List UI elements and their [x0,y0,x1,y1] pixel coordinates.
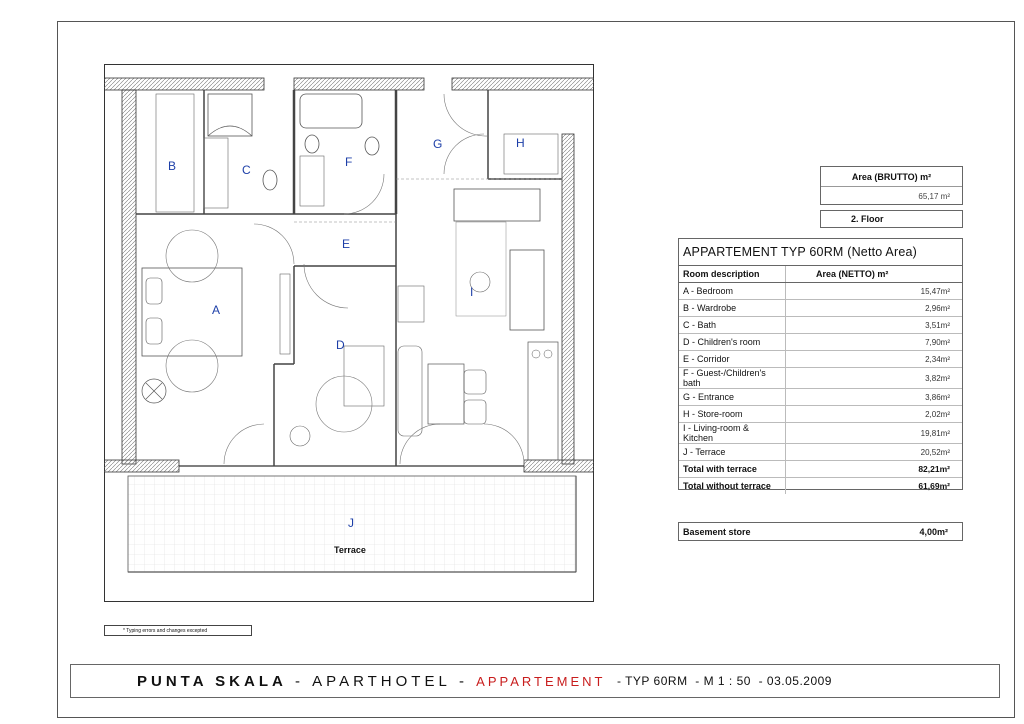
room-desc: E - Corridor [679,351,786,368]
room-area: 2,34m² [786,351,963,368]
room-label-e: E [342,237,351,251]
room-label-i: I [470,285,474,299]
table-row [679,368,962,389]
room-label-h: H [516,136,525,150]
room-area: 3,86m² [786,389,963,406]
title-project: PUNTA SKALA [137,672,287,690]
table-row [679,300,962,317]
room-desc: I - Living-room & Kitchen [679,423,786,444]
room-area: 3,51m² [786,317,963,334]
title-details: - TYP 60RM - M 1 : 50 - 03.05.2009 [605,674,832,688]
room-desc: C - Bath [679,317,786,334]
room-area: 19,81m² [786,423,963,444]
title-appartement: APPARTEMENT [476,673,606,689]
table-row [679,334,962,351]
table-header-row [679,266,962,283]
room-area: 2,02m² [786,406,963,423]
room-label-b: B [168,159,177,173]
room-label-a: A [212,303,221,317]
col-area-netto: Area (NETTO) m² [786,266,963,283]
title-sep-2: - [450,672,477,690]
total-with-label: Total with terrace [679,461,786,478]
room-label-c: C [242,163,251,177]
title-bar [70,664,1000,698]
room-desc: B - Wardrobe [679,300,786,317]
floor-plan-drawing [104,64,594,602]
title-type: APARTHOTEL [312,672,451,690]
disclaimer-note: * Typing errors and changes excepted [104,625,252,636]
table-row [679,423,962,444]
brutto-area-box [820,166,963,205]
total-without-value: 61,69m² [786,478,963,495]
col-room-description: Room description [679,266,786,283]
terrace-label: Terrace [334,545,366,555]
room-desc: A - Bedroom [679,283,786,300]
room-label-g: G [433,137,443,151]
room-area: 3,82m² [786,368,963,389]
room-desc: F - Guest-/Children's bath [679,368,786,389]
table-row [679,406,962,423]
total-with-terrace-row [679,461,962,478]
room-desc: G - Entrance [679,389,786,406]
room-area: 15,47m² [786,283,963,300]
room-desc: D - Children's room [679,334,786,351]
netto-area-table [678,238,963,490]
total-without-label: Total without terrace [683,481,771,491]
room-desc: H - Store-room [679,406,786,423]
floor-label: 2. Floor [820,210,963,228]
table-row [679,283,962,300]
room-label-d: D [336,338,345,352]
floor-plan [104,64,594,602]
brutto-value: 65,17 m² [918,192,950,201]
table-row [679,317,962,334]
table-row [679,389,962,406]
netto-title: APPARTEMENT TYP 60RM (Netto Area) [679,239,962,266]
room-area: 2,96m² [786,300,963,317]
table-row [679,444,962,461]
table-row [679,351,962,368]
room-table [679,266,962,494]
room-area: 7,90m² [786,334,963,351]
room-area: 20,52m² [786,444,963,461]
brutto-label: Area (BRUTTO) m² [821,167,962,187]
basement-value: 4,00m² [919,526,948,537]
total-without-terrace-row [679,478,962,495]
basement-label: Basement store [683,526,751,537]
room-label-f: F [345,155,353,169]
title-sep-1: - [286,672,313,690]
room-desc: J - Terrace [679,444,786,461]
total-with-value: 82,21m² [786,461,963,478]
room-label-j: J [348,516,354,530]
basement-store-box [678,522,963,541]
